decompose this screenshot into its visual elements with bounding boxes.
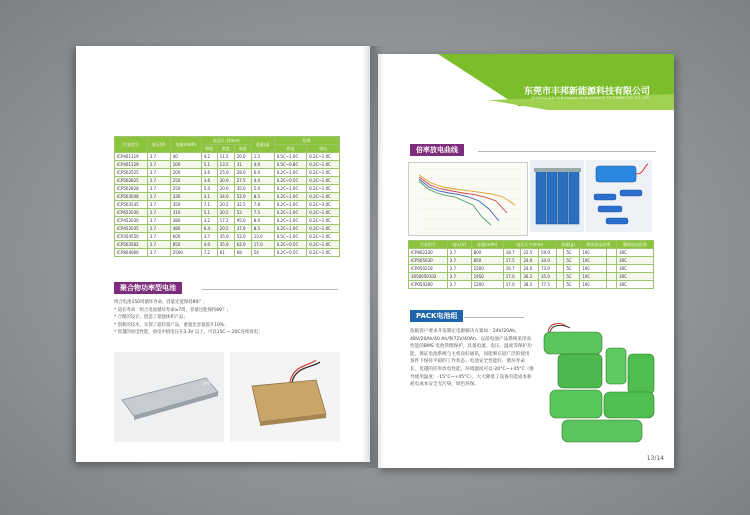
table-cell: 22.5 (521, 249, 539, 257)
col-model: 代表型号 (115, 137, 148, 153)
table-cell: 30C (617, 265, 654, 273)
table-cell: 1200 (471, 281, 503, 289)
table-cell: 3.6 (201, 177, 217, 185)
table-cell: ICP354550 (115, 233, 148, 241)
table-cell: 34.0 (217, 193, 234, 201)
table-cell: 3.7 (447, 249, 471, 257)
pack-description: 依据客户要求开发制定电源解决方案如：24V/20Ah，48V/20Ah/40 Ah/和72V/40Ah。以前电池产品系统采用高性能的BMS 电池管理保护，具备电流、电压、温度等保护功能，保证电池系统与主机良好通讯，同能够在较广泛的使用条件下保持平稳的工作状态。电池安全性能好，循环寿命长，优越的倍率放电性能，环境温度可以-20°C~+45°C（推导使用温度：-15°C~+45°C），大大降低了设备有能成本和耗电成本安全无污染，绿色环保。 (410, 329, 534, 388)
table-cell: 16.7 (503, 265, 521, 273)
table-cell: 17.0 (503, 273, 521, 281)
bullet-line: * 超长寿命：组合电池循环寿命≥7周，容量还能保持8♀？； (114, 307, 232, 313)
table-cell: 3.6 (201, 169, 217, 177)
table-row (115, 185, 340, 193)
table-cell: 40 (170, 153, 201, 161)
table-row (115, 217, 340, 225)
bullet-line: * 创新的技术，实现了超轻量产品，重量比容量提升10%； (114, 322, 229, 328)
table-cell: 10C (580, 281, 607, 289)
table-row (409, 281, 654, 289)
table-cell (556, 281, 564, 289)
table-cell: 17.2 (217, 217, 234, 225)
table-cell: 10C (580, 273, 607, 281)
table-cell: 27.5 (234, 177, 251, 185)
table-cell: 36.2 (521, 273, 539, 281)
table-cell: 77.5 (538, 281, 556, 289)
polymer-bullets (114, 299, 342, 337)
table-cell: 0.2C~1.0C (274, 209, 307, 217)
table-cell: 20.0 (234, 153, 251, 161)
right-spec-table (408, 240, 654, 289)
table-row (115, 209, 340, 217)
table-cell: 3.1 (201, 193, 217, 201)
table-cell: 3.7 (147, 233, 170, 241)
col-weight: 重量(g) (251, 137, 274, 153)
table-cell: 24.0 (521, 265, 539, 273)
table-cell: 73.0 (538, 265, 556, 273)
table-cell: ICP503562 (115, 241, 148, 249)
table-row (115, 225, 340, 233)
table-cell: 0.2C~1.0C (307, 153, 340, 161)
table-cell: 30C (617, 273, 654, 281)
table-cell: 20.5 (217, 225, 234, 233)
table-cell: 5C (564, 281, 580, 289)
table-cell: 200 (170, 169, 201, 177)
table-row (409, 249, 654, 257)
table-cell: 4.0 (251, 161, 274, 169)
table-cell: 52 (234, 209, 251, 217)
table-cell: 850 (471, 257, 503, 265)
table-cell: 3.7 (201, 233, 217, 241)
pack-section-title: PACK电池组 (410, 310, 463, 322)
table-cell: 7.5 (251, 209, 274, 217)
right-page (378, 54, 674, 468)
table-cell: 8.5 (251, 193, 274, 201)
bullet-line: * 合理的设计，创造了超强体积产品； (114, 315, 188, 320)
table-cell: 0.2C~0.5C (274, 177, 307, 185)
table-cell: 68 (234, 249, 251, 257)
lipo-battery-image (230, 352, 340, 442)
table-cell: 3.7 (147, 249, 170, 257)
table-cell: 0.2C~0.5C (274, 241, 307, 249)
col-capacity: 容量(mAh) (471, 241, 503, 249)
table-cell (556, 265, 564, 273)
polymer-section-title: 聚合物功率型电池 (114, 282, 182, 294)
green-battery-packs-image (540, 320, 660, 448)
table-cell: 17.0 (251, 241, 274, 249)
table-cell: 5C (564, 265, 580, 273)
table-cell: 25.0 (217, 169, 234, 177)
table-cell: 0.2C~1.0C (274, 201, 307, 209)
table-cell (556, 273, 564, 281)
table-cell: 35.0 (538, 273, 556, 281)
discharge-chart (408, 162, 528, 236)
table-cell: 0.2C~1.0C (307, 161, 340, 169)
table-cell: 34.0 (538, 257, 556, 265)
col-charge: 充电 (274, 145, 307, 153)
left-page (76, 46, 370, 462)
table-cell: 18.7 (503, 249, 521, 257)
table-cell: 32.5 (234, 201, 251, 209)
table-cell: 600 (170, 233, 201, 241)
table-cell: ICP050218 (409, 265, 448, 273)
table-cell: ICP804066 (115, 249, 148, 257)
table-row (409, 265, 654, 273)
table-cell: 3.2 (201, 217, 217, 225)
table-cell: 3.7 (147, 169, 170, 177)
battery-pack-photo-2 (586, 160, 652, 232)
table-row (115, 193, 340, 201)
table-cell: 38.5 (521, 281, 539, 289)
table-cell: ICP505030 (409, 257, 448, 265)
table-cell: 380 (170, 217, 201, 225)
table-cell: 0.2C~1.0C (307, 233, 340, 241)
table-cell: 30C (617, 257, 654, 265)
table-cell: ICP502828 (115, 185, 148, 193)
table-cell: 0.2C~1.0C (274, 169, 307, 177)
table-cell: 62.0 (234, 241, 251, 249)
table-cell: ICP054300 (409, 281, 448, 289)
table-cell: 11.5 (217, 153, 234, 161)
table-cell: 4.0 (201, 241, 217, 249)
table-cell: 30C (617, 249, 654, 257)
discharge-curve-title: 倍率放电曲线 (410, 144, 464, 156)
page-number: 13/14 (646, 455, 664, 462)
table-cell: 52.0 (234, 233, 251, 241)
table-cell: 0.2C~3.0C (307, 201, 340, 209)
table-cell: 250 (170, 185, 201, 193)
table-cell: 3.7 (447, 273, 471, 281)
table-row (409, 257, 654, 265)
table-cell: 3.7 (147, 241, 170, 249)
table-cell: 8.5 (251, 225, 274, 233)
table-cell: 95.0 (234, 217, 251, 225)
col-dimensions: 电芯尺寸(mm) (503, 241, 556, 249)
discharge-series-line (419, 175, 515, 205)
table-cell: 6.0 (251, 169, 274, 177)
table-cell: 3.7 (147, 217, 170, 225)
table-cell: 35.0 (234, 185, 251, 193)
table-cell: ICP401119 (115, 153, 148, 161)
table-cell: ICP503048 (115, 193, 148, 201)
table-cell: 7.1 (201, 201, 217, 209)
table-cell: 37.0 (234, 225, 251, 233)
bullet-line: * 优越的放电性能，放电中值电压在3.3V 以上，可以15C ~ 20C连续放电； (114, 330, 263, 335)
table-cell: 0.2C~1.0C (307, 249, 340, 257)
table-cell: 250 (170, 177, 201, 185)
table-cell: 1.3 (251, 153, 274, 161)
table-cell: 5C (564, 257, 580, 265)
table-cell: 330 (170, 193, 201, 201)
table-cell: ICP401129 (115, 161, 148, 169)
col-rate: 倍率 (274, 137, 339, 145)
table-cell: ICP503545 (115, 201, 148, 209)
table-cell: 20.0 (217, 185, 234, 193)
table-cell: 4.2 (201, 153, 217, 161)
table-cell: 3.7 (147, 209, 170, 217)
table-cell: 13.0 (251, 233, 274, 241)
table-row (115, 241, 340, 249)
table-cell (606, 257, 616, 265)
table-cell: 0.2C~1.0C (274, 185, 307, 193)
table-cell: 17.5 (503, 257, 521, 265)
table-cell: 5.0 (201, 185, 217, 193)
table-cell: 0.2C~1.0C (307, 217, 340, 225)
table-cell: 0.2C~0.5C (274, 249, 307, 257)
table-cell: 3.7 (147, 153, 170, 161)
table-cell: ICP502825 (115, 177, 148, 185)
company-name-en: DONGGUAN FENGBANG NEW ENERGY TECHNOLOGY CO.,LTD (531, 96, 650, 100)
table-cell: 0.2C~1.0C (307, 193, 340, 201)
table-cell: 310 (170, 209, 201, 217)
table-cell: 0.2C~1.0C (307, 185, 340, 193)
table-cell: ICP802330 (409, 249, 448, 257)
table-cell: 30.5 (217, 209, 234, 217)
table-cell: 31 (234, 161, 251, 169)
col-height: 高度 (234, 145, 251, 153)
table-cell: 3.7 (147, 185, 170, 193)
table-row (115, 153, 340, 161)
table-cell: 10C (580, 265, 607, 273)
table-cell: 3.7 (147, 201, 170, 209)
table-cell (606, 265, 616, 273)
table-cell: 0.2C~1.0C (307, 209, 340, 217)
table-cell: 5C (564, 273, 580, 281)
table-cell: 1950 (471, 273, 503, 281)
table-cell: 850 (170, 241, 201, 249)
table-cell: 800 (471, 249, 503, 257)
table-cell: 7.2 (201, 249, 217, 257)
table-cell: 3.7 (147, 225, 170, 233)
table-cell: 10C (580, 257, 607, 265)
col-thickness: 厚度 (201, 145, 217, 153)
table-row (115, 169, 340, 177)
col-discharge: 放电 (307, 145, 340, 153)
table-cell: 8.0 (251, 217, 274, 225)
table-cell: 1500 (471, 265, 503, 273)
col-capacity: 容量(mAh) (170, 137, 201, 153)
bullet-line: 组合电池150周循环寿命，容量还能保持8♀？； (114, 300, 208, 305)
table-cell: 3.7 (447, 257, 471, 265)
table-cell: 0.5C~0.8C (274, 161, 307, 169)
table-cell: 3.7 (147, 161, 170, 169)
table-cell: 5.1 (201, 209, 217, 217)
table-cell: 30.0 (217, 177, 234, 185)
table-cell: 17.0 (503, 281, 521, 289)
table-cell: ICP652030 (115, 209, 148, 217)
table-cell: 4.4 (251, 177, 274, 185)
col-model: 代表型号 (409, 241, 448, 249)
table-cell: 5.1 (201, 161, 217, 169)
table-row (115, 161, 340, 169)
battery-cell-image (114, 352, 224, 442)
table-cell (606, 249, 616, 257)
table-cell: 2500 (170, 249, 201, 257)
table-cell: 24.0 (521, 257, 539, 265)
table-cell: 3.7 (447, 281, 471, 289)
table-cell: 61 (217, 249, 234, 257)
left-table-header (115, 137, 340, 145)
section-rule (202, 289, 338, 290)
table-row (115, 249, 340, 257)
col-continuous-rate: 持续放电倍率 (580, 241, 617, 249)
table-cell: 52.0 (234, 193, 251, 201)
table-cell: ICP452035 (115, 225, 148, 233)
table-cell: 13.5 (217, 161, 234, 169)
battery-pack-photo-1 (530, 160, 584, 232)
table-cell: 0.2C~1.0C (307, 225, 340, 233)
table-cell: 59.0 (538, 249, 556, 257)
col-dimensions: 电芯尺寸(mm) (201, 137, 251, 145)
table-cell: 7.8 (251, 201, 274, 209)
table-cell: 0.2C~1.0C (274, 225, 307, 233)
table-cell: ICP452030 (115, 217, 148, 225)
table-cell: 480 (170, 225, 201, 233)
table-cell: 0.2C~1.0C (307, 177, 340, 185)
table-cell: 35.0 (217, 233, 234, 241)
section-rule (464, 317, 524, 318)
table-cell: 54 (251, 249, 274, 257)
table-cell: 5.0 (251, 185, 274, 193)
table-row (115, 201, 340, 209)
table-cell (606, 273, 616, 281)
table-row (115, 233, 340, 241)
table-row (409, 273, 654, 281)
table-cell: 28.0 (234, 169, 251, 177)
table-cell: 35.0 (217, 241, 234, 249)
table-cell: 0.5C~1.0C (274, 233, 307, 241)
table-cell: 20.5 (217, 201, 234, 209)
table-cell: 3.7 (447, 265, 471, 273)
table-cell: 100 (170, 161, 201, 169)
table-cell: 3050050102 (409, 273, 448, 281)
left-spec-table (114, 136, 340, 257)
table-cell: 0.2C~1.0C (307, 241, 340, 249)
table-cell (606, 281, 616, 289)
table-cell: 5C (564, 249, 580, 257)
table-cell: 350 (170, 201, 201, 209)
right-table-header (409, 241, 654, 249)
table-cell: 10C (580, 249, 607, 257)
col-width: 宽度 (217, 145, 234, 153)
col-voltage: 电压(V) (447, 241, 471, 249)
table-cell (556, 257, 564, 265)
table-cell: 0.2C~1.0C (307, 169, 340, 177)
table-cell: 6.4 (201, 225, 217, 233)
col-voltage: 电压(V) (147, 137, 170, 153)
table-cell: 0.2C~1.0C (274, 217, 307, 225)
table-cell: 3.7 (147, 193, 170, 201)
table-cell: 0.5C~1.0C (274, 153, 307, 161)
col-instant-rate: 瞬间放电倍率 (617, 241, 654, 249)
company-name: 东莞市丰邦新能源科技有限公司 (523, 87, 650, 97)
table-cell: 30C (617, 281, 654, 289)
table-cell: ICP502525 (115, 169, 148, 177)
table-cell: 0.2C~1.0C (274, 193, 307, 201)
table-cell (556, 249, 564, 257)
table-row (115, 177, 340, 185)
book-fold (362, 46, 384, 468)
col-weight: 重量(g) (556, 241, 580, 249)
section-rule (478, 151, 656, 152)
table-cell: 3.7 (147, 177, 170, 185)
